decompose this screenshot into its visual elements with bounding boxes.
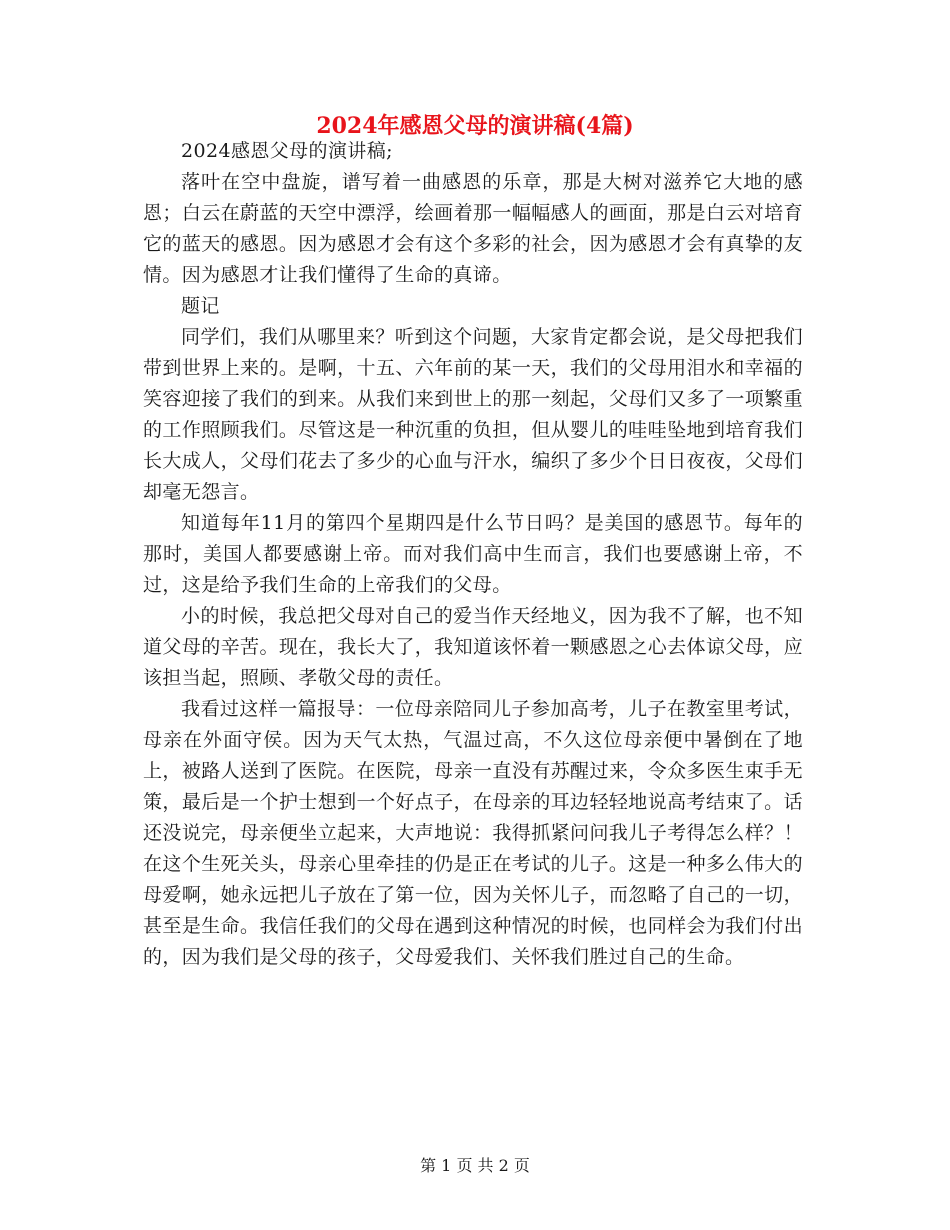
- document-body: [143, 136, 803, 973]
- paragraph-thanksgiving: 知道每年11月的第四个星期四是什么节日吗？是美国的感恩节。每年的那时，美国人都要感谢上帝。而对我们高中生而言，我们也要感谢上帝，不过，这是给予我们生命的上帝我们的父母。: [143, 512, 803, 596]
- paragraph-epigraph-label: 题记: [181, 295, 220, 317]
- paragraph-childhood: 小的时候，我总把父母对自己的爱当作天经地义，因为我不了解，也不知道父母的辛苦。现在，我长大了，我知道该怀着一颗感恩之心去体谅父母，应该担当起，照顾、孝敬父母的责任。: [143, 605, 803, 689]
- paragraph-where-from: 同学们，我们从哪里来？听到这个问题，大家肯定都会说，是父母把我们带到世界上来的。是啊，十五、六年前的某一天，我们的父母用泪水和幸福的笑容迎接了我们的到来。从我们来到世上的那一刻起，父母们又多了一项繁重的工作照顾我们。尽管这是一种沉重的负担，但从婴儿的哇哇坠地到培育我们长大成人，父母们花去了多少的心血与汗水，编织了多少个日日夜夜，父母们却毫无怨言。: [143, 326, 803, 503]
- paragraph-report: 我看过这样一篇报导：一位母亲陪同儿子参加高考，儿子在教室里考试，母亲在外面守侯。因为天气太热，气温过高，不久这位母亲便中暑倒在了地上，被路人送到了医院。在医院，母亲一直没有苏醒过来，令众多医生束手无策，最后是一个护士想到一个好点子，在母亲的耳边轻轻地说高考结束了。话还没说完，母亲便坐立起来，大声地说：我得抓紧问问我儿子考得怎么样？！在这个生死关头，母亲心里牵挂的仍是正在考试的儿子。这是一种多么伟大的母爱啊，她永远把儿子放在了第一位，因为关怀儿子，而忽略了自己的一切，甚至是生命。我信任我们的父母在遇到这种情况的时候，也同样会为我们付出的，因为我们是父母的孩子，父母爱我们、关怀我们胜过自己的生命。: [143, 698, 803, 968]
- paragraph-subtitle: 2024感恩父母的演讲稿;: [181, 140, 393, 162]
- page-footer: 第 1 页 共 2 页: [420, 1156, 530, 1175]
- paragraph-intro: 落叶在空中盘旋，谱写着一曲感恩的乐章，那是大树对滋养它大地的感恩；白云在蔚蓝的天空中漂浮，绘画着那一幅幅感人的画面，那是白云对培育它的蓝天的感恩。因为感恩才会有这个多彩的社会，因为感恩才会有真挚的友情。因为感恩才让我们懂得了生命的真谛。: [143, 171, 803, 286]
- document-title: 2024年感恩父母的演讲稿(4篇): [316, 113, 634, 139]
